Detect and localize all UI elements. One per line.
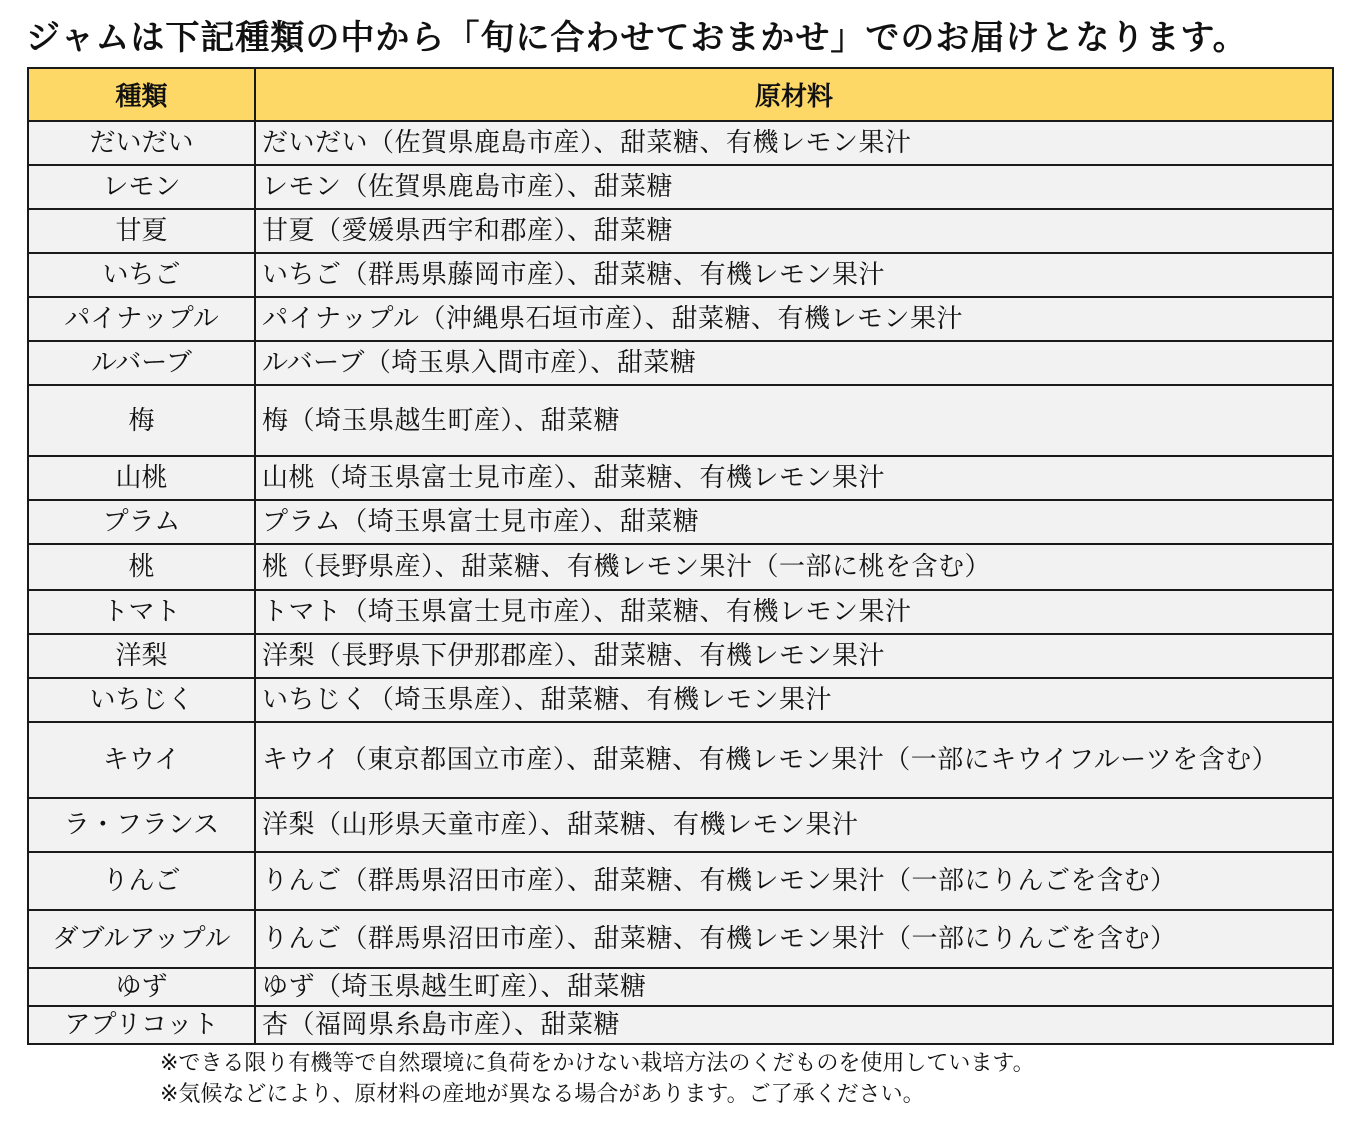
footnote-origin: ※気候などにより、原材料の産地が異なる場合があります。ご了承ください。 xyxy=(160,1082,925,1107)
page-title: ジャムは下記種類の中から「旬に合わせておまかせ」でのお届けとなります。 xyxy=(26,18,1248,58)
kind-cell: アプリコット xyxy=(28,1006,255,1044)
kind-cell: 甘夏 xyxy=(28,209,255,253)
kind-cell: りんご xyxy=(28,852,255,910)
table-row xyxy=(28,544,1333,590)
table-row xyxy=(28,678,1333,722)
materials-cell: 洋梨（長野県下伊那郡産）、甜菜糖、有機レモン果汁 xyxy=(255,634,1333,678)
table-row xyxy=(28,1006,1333,1044)
footnotes xyxy=(160,1048,1035,1110)
materials-cell: トマト（埼玉県富士見市産）、甜菜糖、有機レモン果汁 xyxy=(255,590,1333,634)
kind-cell: 洋梨 xyxy=(28,634,255,678)
materials-cell: 山桃（埼玉県富士見市産）、甜菜糖、有機レモン果汁 xyxy=(255,456,1333,500)
materials-cell: プラム（埼玉県富士見市産）、甜菜糖 xyxy=(255,500,1333,544)
jam-ingredients-table xyxy=(27,67,1334,1045)
materials-cell: ゆず（埼玉県越生町産）、甜菜糖 xyxy=(255,968,1333,1006)
table-row xyxy=(28,297,1333,341)
kind-cell: 山桃 xyxy=(28,456,255,500)
materials-cell: 梅（埼玉県越生町産）、甜菜糖 xyxy=(255,385,1333,456)
table-row xyxy=(28,798,1333,852)
kind-cell: いちじく xyxy=(28,678,255,722)
table-row xyxy=(28,121,1333,165)
materials-cell: 桃（長野県産）、甜菜糖、有機レモン果汁（一部に桃を含む） xyxy=(255,544,1333,590)
materials-cell: いちご（群馬県藤岡市産）、甜菜糖、有機レモン果汁 xyxy=(255,253,1333,297)
table-header-row xyxy=(28,68,1333,121)
kind-cell: ルバーブ xyxy=(28,341,255,385)
materials-cell: 杏（福岡県糸島市産）、甜菜糖 xyxy=(255,1006,1333,1044)
column-header-materials: 原材料 xyxy=(255,68,1333,121)
materials-cell: いちじく（埼玉県産）、甜菜糖、有機レモン果汁 xyxy=(255,678,1333,722)
table-row xyxy=(28,165,1333,209)
materials-cell: レモン（佐賀県鹿島市産）、甜菜糖 xyxy=(255,165,1333,209)
materials-cell: キウイ（東京都国立市産）、甜菜糖、有機レモン果汁（一部にキウイフルーツを含む） xyxy=(255,722,1333,798)
table-row xyxy=(28,722,1333,798)
table-row xyxy=(28,385,1333,456)
kind-cell: プラム xyxy=(28,500,255,544)
column-header-kind: 種類 xyxy=(28,68,255,121)
table-row xyxy=(28,209,1333,253)
table-row xyxy=(28,456,1333,500)
kind-cell: トマト xyxy=(28,590,255,634)
table-row xyxy=(28,253,1333,297)
materials-cell: りんご（群馬県沼田市産）、甜菜糖、有機レモン果汁（一部にりんごを含む） xyxy=(255,852,1333,910)
table-row xyxy=(28,634,1333,678)
materials-cell: だいだい（佐賀県鹿島市産）、甜菜糖、有機レモン果汁 xyxy=(255,121,1333,165)
table-row xyxy=(28,910,1333,968)
materials-cell: ルバーブ（埼玉県入間市産）、甜菜糖 xyxy=(255,341,1333,385)
kind-cell: いちご xyxy=(28,253,255,297)
kind-cell: ダブルアップル xyxy=(28,910,255,968)
table-row xyxy=(28,500,1333,544)
kind-cell: 桃 xyxy=(28,544,255,590)
table-row xyxy=(28,341,1333,385)
table-row xyxy=(28,968,1333,1006)
kind-cell: レモン xyxy=(28,165,255,209)
kind-cell: ゆず xyxy=(28,968,255,1006)
footnote-organic: ※できる限り有機等で自然環境に負荷をかけない栽培方法のくだものを使用しています。 xyxy=(160,1051,1035,1076)
table-row xyxy=(28,590,1333,634)
table-row xyxy=(28,852,1333,910)
materials-cell: りんご（群馬県沼田市産）、甜菜糖、有機レモン果汁（一部にりんごを含む） xyxy=(255,910,1333,968)
kind-cell: だいだい xyxy=(28,121,255,165)
kind-cell: パイナップル xyxy=(28,297,255,341)
materials-cell: 甘夏（愛媛県西宇和郡産）、甜菜糖 xyxy=(255,209,1333,253)
kind-cell: ラ・フランス xyxy=(28,798,255,852)
kind-cell: キウイ xyxy=(28,722,255,798)
materials-cell: パイナップル（沖縄県石垣市産）、甜菜糖、有機レモン果汁 xyxy=(255,297,1333,341)
materials-cell: 洋梨（山形県天童市産）、甜菜糖、有機レモン果汁 xyxy=(255,798,1333,852)
kind-cell: 梅 xyxy=(28,385,255,456)
